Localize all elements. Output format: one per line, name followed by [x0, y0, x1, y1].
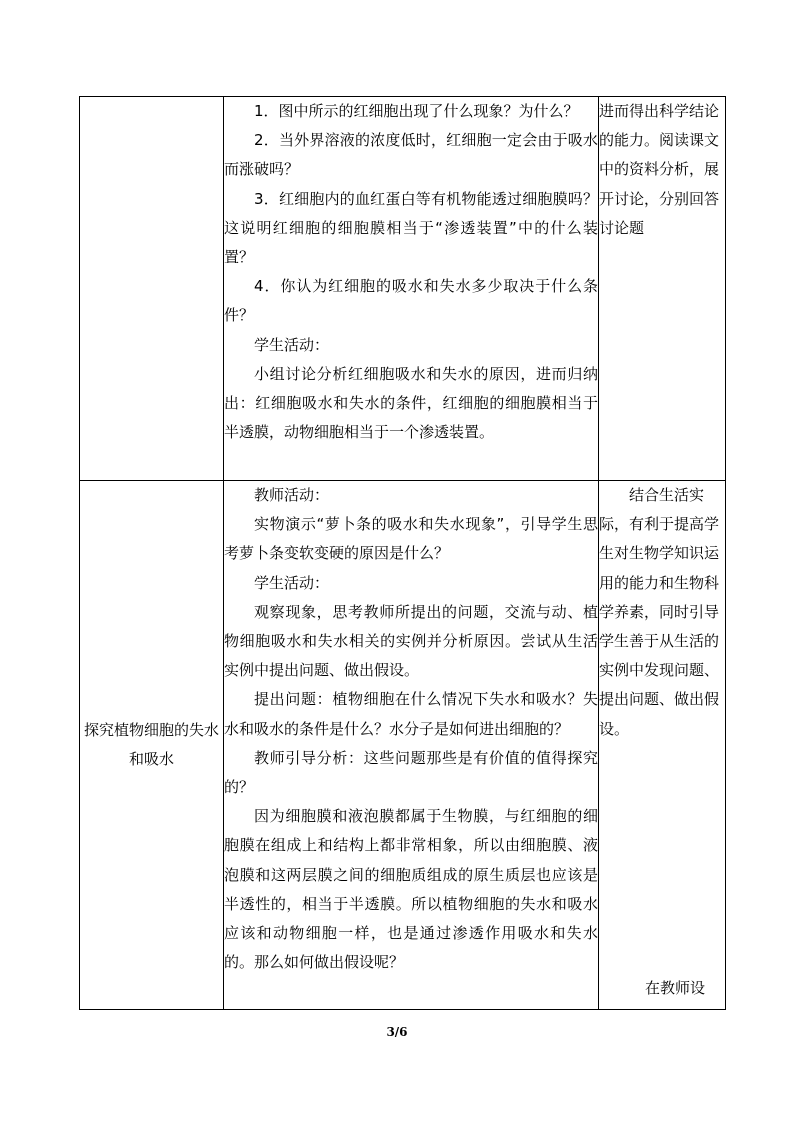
row2-intent-cell	[599, 481, 726, 1010]
lesson-plan-table	[79, 96, 726, 1010]
row2-topic-cell	[80, 481, 224, 1010]
page-number: 3/6	[386, 1025, 408, 1039]
table-row	[80, 97, 726, 481]
row1-activity-cell	[224, 97, 599, 481]
teacher-activity-heading: 教师活动：	[254, 486, 330, 504]
ask-question-text: 提出问题：植物细胞在什么情况下失水和吸水？失水和吸水的条件是什么？水分子是如何进出细胞的？	[224, 690, 598, 738]
row1-topic-cell	[80, 97, 224, 481]
row1-intent-cell	[599, 97, 726, 481]
question-4: 4．你认为红细胞的吸水和失水多少取决于什么条件？	[224, 277, 598, 325]
student-activity-heading-2: 学生活动：	[254, 573, 330, 592]
question-1: 1．图中所示的红细胞出现了什么现象？为什么？	[254, 102, 579, 120]
student-observe-text: 观察现象，思考教师所提出的问题，交流与动、植物细胞吸水和失水相关的实例并分析原因。尝试从生活实例中提出问题、做出假设。	[224, 602, 598, 680]
row2-intent-continuation: 在教师设	[644, 978, 705, 997]
row2-design-intent: 结合生活实际，有利于提高学生对生物学知识运用的能力和生物科学养素，同时引导学生善于从生活的实例中发现问题、提出问题、做出假设。	[599, 486, 720, 738]
explanation-text: 因为细胞膜和液泡膜都属于生物膜，与红细胞的细胞膜在组成上和结构上都非常相象，所以由细胞膜、液泡膜和这两层膜之间的细胞质组成的原生质层也应该是半透性的，相当于半透膜。所以植物细胞的失水和吸水应该和动物细胞一样，也是通过渗透作用吸水和失水的。那么如何做出假设呢？	[224, 807, 598, 972]
question-2: 2．当外界溶液的浓度低时，红细胞一定会由于吸水而涨破吗？	[224, 131, 598, 179]
row1-design-intent: 进而得出科学结论的能力。阅读课文中的资料分析，展开讨论，分别回答讨论题	[599, 102, 720, 237]
teacher-guide-text: 教师引导分析：这些问题那些是有价值的值得探究的？	[224, 748, 598, 797]
teacher-demo-text: 实物演示“萝卜条的吸水和失水现象”，引导学生思考萝卜条变软变硬的原因是什么？	[224, 515, 598, 563]
table-row	[80, 481, 726, 1010]
question-3: 3．红细胞内的血红蛋白等有机物能透过细胞膜吗？这说明红细胞的细胞膜相当于“渗透装置”中的什么装置？	[224, 189, 598, 267]
student-activity-heading: 学生活动：	[254, 335, 330, 354]
row2-topic: 探究植物细胞的失水和吸水	[84, 720, 220, 768]
row2-activity-cell	[224, 481, 599, 1010]
student-activity-text: 小组讨论分析红细胞吸水和失水的原因，进而归纳出：红细胞吸水和失水的条件，红细胞的细胞膜相当于半透膜，动物细胞相当于一个渗透装置。	[224, 364, 598, 442]
